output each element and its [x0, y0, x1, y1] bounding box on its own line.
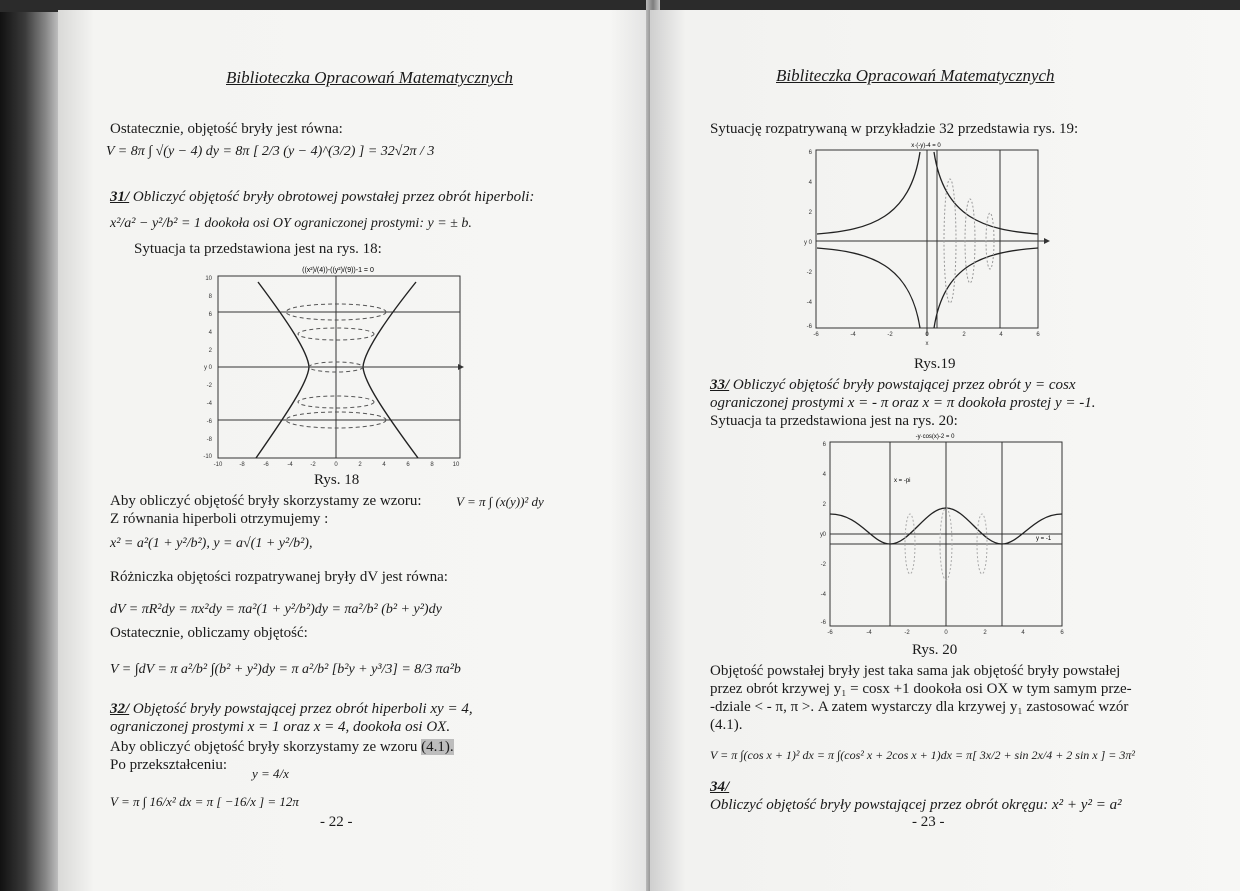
svg-text:2: 2: [358, 462, 362, 468]
svg-text:-6: -6: [820, 620, 826, 626]
hyperbola-branch-q4: [934, 248, 1038, 328]
formula: x² = a²(1 + y²/b²), y = a√(1 + y²/b²),: [110, 536, 313, 551]
svg-text:-2: -2: [206, 383, 212, 389]
svg-text:-2: -2: [820, 562, 826, 568]
text-line: [110, 738, 454, 756]
figure-title: -y·cos(x)-2 = 0: [915, 434, 955, 440]
text-line: Objętość powstałej bryły jest taka sama jak objętość bryły powstałej: [710, 663, 1121, 679]
svg-text:4: 4: [999, 332, 1003, 338]
problem-number: 32/: [110, 701, 130, 717]
svg-text:6: 6: [406, 462, 410, 468]
problem-34: [710, 778, 729, 796]
text-line: Z równania hiperboli otrzymujemy :: [110, 511, 329, 527]
svg-text:2: 2: [208, 348, 212, 354]
figure-caption: Rys. 20: [912, 642, 958, 658]
svg-text:6: 6: [808, 150, 812, 156]
text-line: -dziale < - π, π >. A zatem wystarczy dla krzywej y₁ zastosować wzór: [710, 699, 1129, 715]
svg-text:-6: -6: [827, 630, 833, 636]
formula: V = ∫dV = π a²/b² ∫(b² + y²)dy = π a²/b² [b²y + y³/3] = 8/3 πa²b: [110, 662, 461, 677]
svg-text:0: 0: [925, 332, 929, 338]
problem-number: 31/: [110, 189, 130, 205]
figure-19: [790, 138, 1050, 352]
problem-text: ograniczonej prostymi x = - π oraz x = π dookoła prostej y = -1.: [710, 395, 1096, 411]
svg-text:-10: -10: [203, 454, 212, 460]
hyperbola-right-branch: [363, 282, 418, 458]
figure-20: [800, 430, 1070, 640]
svg-text:0: 0: [208, 365, 212, 371]
problem-text: Obliczyć objętość bryły powstającej przez obrót y = cosx: [732, 377, 1076, 393]
svg-text:-4: -4: [206, 401, 212, 407]
svg-text:6: 6: [1060, 630, 1064, 636]
svg-text:-10: -10: [213, 462, 223, 468]
hyperbola-branch-q2: [817, 152, 920, 234]
annotation: y = -1: [1036, 536, 1052, 542]
page-number: - 23 -: [912, 814, 945, 830]
figure-title: ((x²)/(4))-((y²)/(9))-1 = 0: [302, 267, 374, 274]
svg-text:y: y: [804, 240, 807, 246]
svg-text:0: 0: [334, 462, 338, 468]
text-line: Ostatecznie, obliczamy objętość:: [110, 625, 308, 641]
svg-text:-4: -4: [806, 300, 812, 306]
svg-text:-6: -6: [206, 419, 212, 425]
problem-31: [110, 188, 534, 206]
hyperbola-branch-q3: [817, 248, 920, 328]
svg-text:0: 0: [944, 630, 948, 636]
text-span: Aby obliczyć objętość bryły skorzystamy ze wzoru: [110, 739, 418, 755]
svg-text:-2: -2: [806, 270, 812, 276]
svg-text:2: 2: [983, 630, 987, 636]
svg-text:4: 4: [822, 472, 826, 478]
svg-text:-4: -4: [287, 462, 293, 468]
formula: dV = πR²dy = πx²dy = πa²(1 + y²/b²)dy = πa²/b² (b² + y²)dy: [110, 602, 442, 617]
text-line: (4.1).: [710, 717, 743, 733]
svg-text:-4: -4: [866, 630, 872, 636]
svg-text:4: 4: [208, 330, 212, 336]
svg-text:6: 6: [208, 312, 212, 318]
formula: y = 4/x: [252, 766, 289, 781]
right-page: [650, 10, 1240, 891]
svg-text:-6: -6: [263, 462, 269, 468]
svg-text:6: 6: [822, 442, 826, 448]
tick-labels: [804, 150, 1040, 347]
svg-text:-2: -2: [310, 462, 316, 468]
problem-33: [710, 376, 1075, 394]
svg-text:y: y: [820, 532, 823, 538]
tick-labels: [203, 276, 460, 468]
formula: V = π ∫ 16/x² dx = π [ −16/x ] = 12π: [110, 794, 299, 809]
text-line: Aby obliczyć objętość bryły skorzystamy ze wzoru:: [110, 493, 422, 509]
x-axis-arrow: [458, 364, 464, 370]
svg-text:-8: -8: [206, 437, 212, 443]
svg-text:0: 0: [808, 240, 812, 246]
text-line: Różniczka objętości rozpatrywanej bryły dV jest równa:: [110, 569, 448, 585]
formula: V = π ∫ (x(y))² dy: [456, 494, 544, 509]
problem-text: ograniczonej prostymi x = 1 oraz x = 4, dookoła osi OX.: [110, 719, 451, 735]
formula: V = π ∫(cos x + 1)² dx = π ∫(cos² x + 2cos x + 1)dx = π[ 3x/2 + sin 2x/4 + 2 sin x ] = 3π²: [710, 748, 1136, 762]
svg-text:-6: -6: [806, 324, 812, 330]
hyperbola-branch-q1: [934, 152, 1038, 234]
left-page: [58, 10, 658, 891]
problem-text: Objętość bryły powstającej przez obrót hiperboli xy = 4,: [132, 701, 473, 717]
problem-text: Obliczyć objętość bryły powstającej przez obrót okręgu: x² + y² = a²: [710, 797, 1122, 813]
book-edge: [0, 0, 62, 891]
annotation: x = -pi: [894, 478, 911, 484]
svg-text:-4: -4: [820, 592, 826, 598]
svg-text:8: 8: [430, 462, 434, 468]
page-header: Biblioteczka Opracowań Matematycznych: [226, 68, 514, 87]
svg-text:x: x: [925, 341, 929, 347]
problem-32: [110, 700, 473, 718]
svg-text:6: 6: [1036, 332, 1040, 338]
x-axis-arrow: [1044, 238, 1050, 244]
svg-text:8: 8: [208, 294, 212, 300]
figure-title: x·(-y)-4 = 0: [911, 143, 941, 149]
text-line: Sytuację rozpatrywaną w przykładzie 32 przedstawia rys. 19:: [710, 121, 1079, 137]
page-number: - 22 -: [320, 814, 353, 830]
svg-text:4: 4: [808, 180, 812, 186]
svg-text:-8: -8: [239, 462, 245, 468]
figure-18: [168, 262, 468, 472]
svg-text:2: 2: [808, 210, 812, 216]
problem-number: 34/: [710, 779, 730, 795]
svg-text:-6: -6: [813, 332, 819, 338]
svg-text:4: 4: [382, 462, 386, 468]
text-line: przez obrót krzywej y₁ = cosx +1 dookoła osi OX w tym samym prze-: [710, 681, 1132, 697]
text-line: Ostatecznie, objętość bryły jest równa:: [110, 121, 343, 137]
svg-text:2: 2: [962, 332, 966, 338]
text-line: Po przekształceniu:: [110, 757, 228, 773]
svg-text:0: 0: [822, 532, 826, 538]
tick-labels: [820, 442, 1064, 636]
svg-text:2: 2: [822, 502, 826, 508]
formula-reference: (4.1).: [421, 739, 454, 755]
problem-text: Obliczyć objętość bryły obrotowej powstałej przez obrót hiperboli:: [132, 189, 535, 205]
formula: x²/a² − y²/b² = 1 dookoła osi OY ograniczonej prostymi: y = ± b.: [110, 216, 472, 231]
svg-text:-2: -2: [904, 630, 910, 636]
svg-text:-2: -2: [887, 332, 893, 338]
formula: V = 8π ∫ √(y − 4) dy = 8π [ 2/3 (y − 4)^(3/2) ] = 32√2π / 3: [106, 144, 435, 159]
page-header: Bibliteczka Opracowań Matematycznych: [776, 66, 1055, 85]
figure-caption: Rys. 18: [314, 472, 360, 488]
svg-text:y: y: [204, 365, 207, 371]
svg-text:4: 4: [1021, 630, 1025, 636]
svg-text:10: 10: [205, 276, 212, 282]
problem-number: 33/: [710, 377, 730, 393]
figure-caption: Rys.19: [914, 356, 956, 372]
text-line: Sytuacja ta przedstawiona jest na rys. 18:: [134, 241, 382, 257]
svg-text:10: 10: [452, 462, 460, 468]
hyperbola-left-branch: [256, 282, 309, 458]
text-line: Sytuacja ta przedstawiona jest na rys. 20:: [710, 413, 958, 429]
svg-text:-4: -4: [850, 332, 856, 338]
